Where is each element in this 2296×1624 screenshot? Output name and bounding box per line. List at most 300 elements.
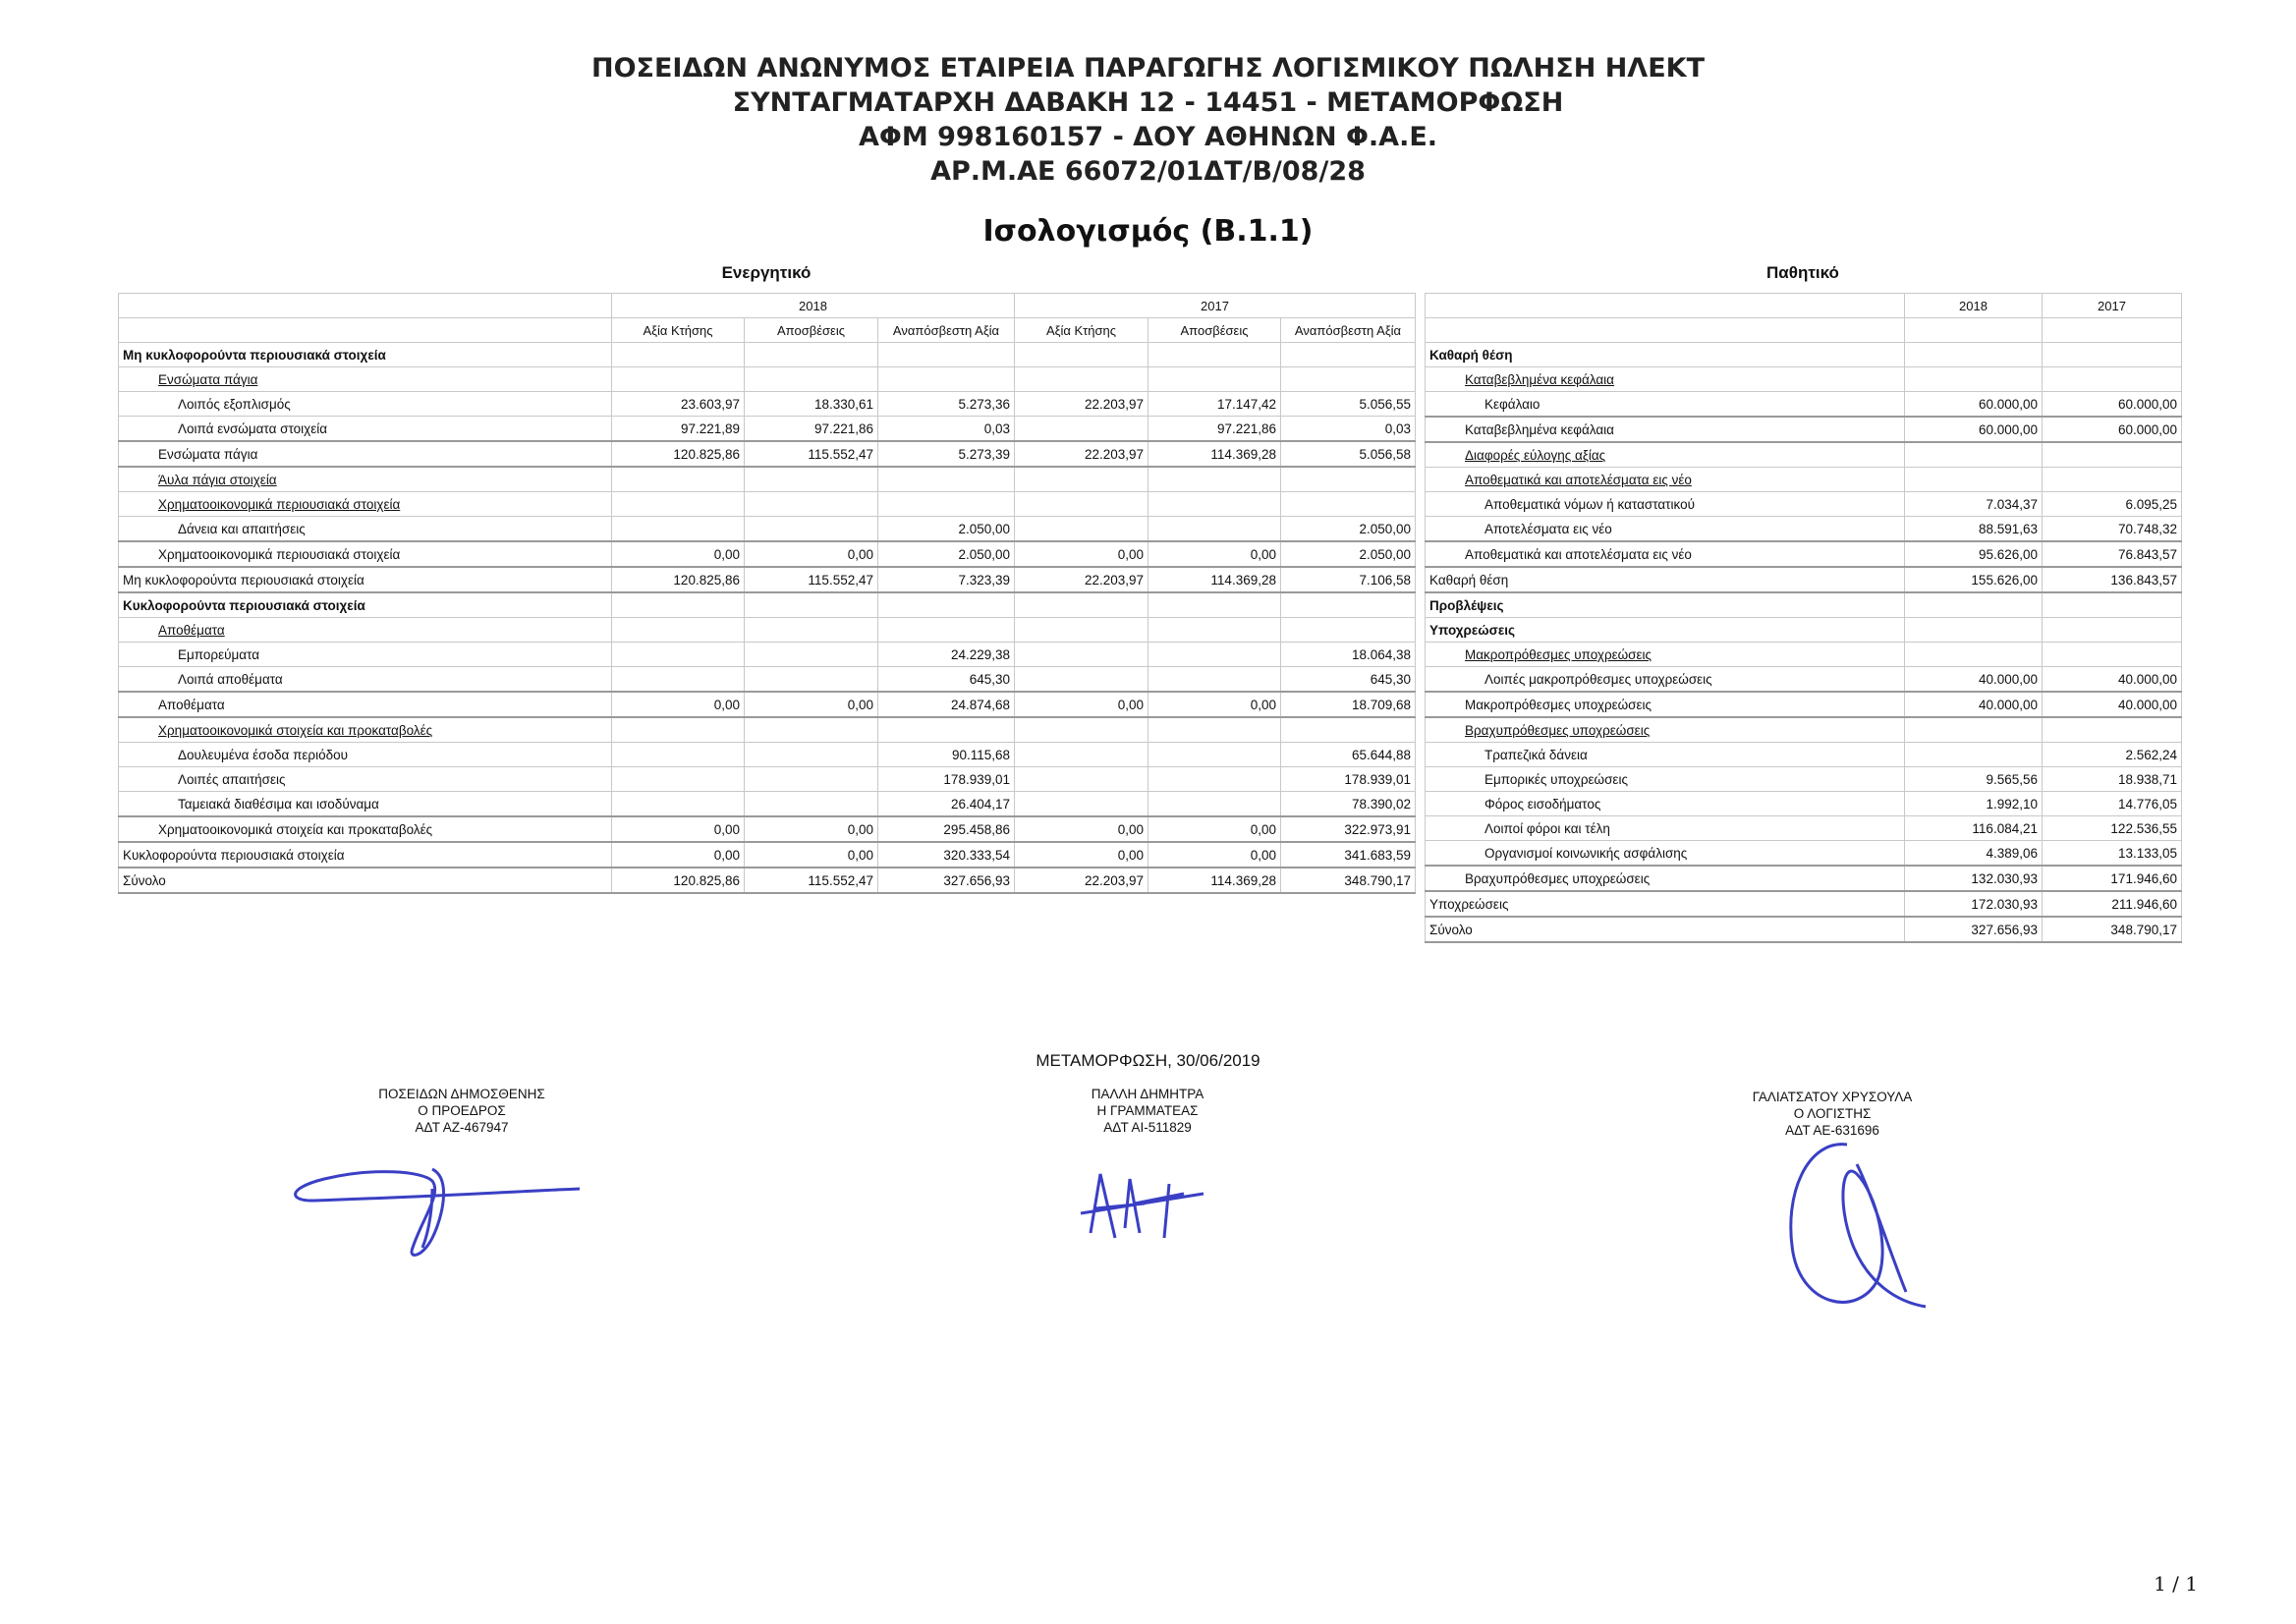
liabilities-row xyxy=(1426,541,2182,567)
row-value: 97.221,89 xyxy=(612,417,745,442)
row-label: Χρηματοοικονομικά στοιχεία και προκαταβολές xyxy=(119,816,612,842)
row-value xyxy=(1281,492,1416,517)
row-value: 0,00 xyxy=(1015,541,1148,567)
row-value: 22.203,97 xyxy=(1015,868,1148,893)
row-label: Χρηματοοικονομικά περιουσιακά στοιχεία xyxy=(119,541,612,567)
row-value: 115.552,47 xyxy=(745,567,878,592)
assets-row xyxy=(119,667,1416,693)
row-value: 115.552,47 xyxy=(745,868,878,893)
liabilities-row xyxy=(1426,643,2182,667)
row-label: Αποθέματα xyxy=(119,618,612,643)
assets-row xyxy=(119,618,1416,643)
row-label: Βραχυπρόθεσμες υποχρεώσεις xyxy=(1426,866,1905,891)
row-value: 0,00 xyxy=(745,692,878,717)
liabilities-row xyxy=(1426,841,2182,867)
liabilities-row xyxy=(1426,692,2182,717)
row-label: Υποχρεώσεις xyxy=(1426,891,1905,917)
row-value: 114.369,28 xyxy=(1148,567,1281,592)
row-value xyxy=(1281,717,1416,743)
row-value xyxy=(612,717,745,743)
liabilities-table xyxy=(1425,293,2182,943)
row-value: 120.825,86 xyxy=(612,567,745,592)
row-value: 26.404,17 xyxy=(878,792,1015,817)
row-value: 645,30 xyxy=(1281,667,1416,693)
liabilities-row xyxy=(1426,442,2182,468)
row-value xyxy=(2043,343,2182,367)
row-value xyxy=(2043,592,2182,618)
row-value xyxy=(1148,343,1281,367)
liabilities-row xyxy=(1426,367,2182,392)
document-title: Ισολογισμός (Β.1.1) xyxy=(982,214,1314,249)
row-value xyxy=(745,343,878,367)
row-value xyxy=(612,743,745,767)
row-value: 320.333,54 xyxy=(878,842,1015,868)
liabilities-heading: Παθητικό xyxy=(1766,263,1839,282)
row-value: 97.221,86 xyxy=(745,417,878,442)
row-value xyxy=(745,492,878,517)
row-value: 0,00 xyxy=(612,816,745,842)
row-value: 327.656,93 xyxy=(878,868,1015,893)
row-value: 90.115,68 xyxy=(878,743,1015,767)
row-value xyxy=(745,467,878,492)
company-address: ΣΥΝΤΑΓΜΑΤΑΡΧΗ ΔΑΒΑΚΗ 12 - 14451 - ΜΕΤΑΜΟΡΦΩΣΗ xyxy=(732,87,1564,118)
row-value xyxy=(1905,618,2043,643)
row-value: 22.203,97 xyxy=(1015,567,1148,592)
row-label: Χρηματοοικονομικά περιουσιακά στοιχεία xyxy=(119,492,612,517)
row-value xyxy=(878,592,1015,618)
row-value: 40.000,00 xyxy=(1905,692,2043,717)
row-value: 76.843,57 xyxy=(2043,541,2182,567)
row-value xyxy=(612,343,745,367)
row-value xyxy=(1015,743,1148,767)
row-value: 115.552,47 xyxy=(745,441,878,467)
row-value xyxy=(878,717,1015,743)
row-value: 295.458,86 xyxy=(878,816,1015,842)
row-value: 18.709,68 xyxy=(1281,692,1416,717)
row-value xyxy=(1905,343,2043,367)
row-label: Βραχυπρόθεσμες υποχρεώσεις xyxy=(1426,717,1905,743)
row-value: 60.000,00 xyxy=(1905,417,2043,442)
liab-year-2018: 2018 xyxy=(1905,294,2043,318)
row-label: Λοιπά ενσώματα στοιχεία xyxy=(119,417,612,442)
liabilities-row xyxy=(1426,717,2182,743)
row-value: 132.030,93 xyxy=(1905,866,2043,891)
row-value xyxy=(745,367,878,392)
row-value: 18.938,71 xyxy=(2043,767,2182,792)
row-value xyxy=(612,467,745,492)
row-label: Υποχρεώσεις xyxy=(1426,618,1905,643)
row-value xyxy=(1148,592,1281,618)
liabilities-year-row xyxy=(1426,294,2182,318)
row-value: 348.790,17 xyxy=(1281,868,1416,893)
row-label: Αποτελέσματα εις νέο xyxy=(1426,517,1905,542)
row-value xyxy=(1905,717,2043,743)
signatory-name: ΓΑΛΙΑΤΣΑΤΟΥ ΧΡΥΣΟΥΛΑ xyxy=(1752,1090,1913,1104)
assets-heading: Ενεργητικό xyxy=(721,263,812,282)
liabilities-row xyxy=(1426,592,2182,618)
row-value: 7.034,37 xyxy=(1905,492,2043,517)
row-value: 7.106,58 xyxy=(1281,567,1416,592)
row-value: 60.000,00 xyxy=(2043,392,2182,418)
row-value xyxy=(1148,717,1281,743)
row-label: Λοιποί φόροι και τέλη xyxy=(1426,816,1905,841)
row-value: 40.000,00 xyxy=(2043,667,2182,693)
row-value xyxy=(1148,367,1281,392)
row-value: 95.626,00 xyxy=(1905,541,2043,567)
header-blank xyxy=(1905,318,2043,343)
row-value: 2.050,00 xyxy=(1281,517,1416,542)
assets-row xyxy=(119,767,1416,792)
row-value xyxy=(1281,618,1416,643)
assets-row xyxy=(119,842,1416,868)
row-value xyxy=(612,767,745,792)
row-label: Καταβεβλημένα κεφάλαια xyxy=(1426,367,1905,392)
row-label: Μακροπρόθεσμες υποχρεώσεις xyxy=(1426,692,1905,717)
row-value: 2.050,00 xyxy=(878,517,1015,542)
signatory-role: Η ΓΡΑΜΜΑΤΕΑΣ xyxy=(1096,1103,1199,1118)
row-value: 0,00 xyxy=(1015,692,1148,717)
company-tax-id: ΑΦΜ 998160157 - ΔΟΥ ΑΘΗΝΩΝ Φ.Α.Ε. xyxy=(858,122,1438,152)
row-value: 120.825,86 xyxy=(612,868,745,893)
signatory-id: ΑΔΤ ΑΙ-511829 xyxy=(1103,1120,1192,1135)
row-value xyxy=(2043,442,2182,468)
assets-row xyxy=(119,441,1416,467)
liabilities-row xyxy=(1426,618,2182,643)
signatory-president xyxy=(314,1086,609,1136)
row-value xyxy=(1015,717,1148,743)
row-value: 40.000,00 xyxy=(2043,692,2182,717)
row-value: 23.603,97 xyxy=(612,392,745,417)
assets-year-row xyxy=(119,294,1416,318)
row-value: 2.562,24 xyxy=(2043,743,2182,767)
liabilities-row xyxy=(1426,767,2182,792)
row-value xyxy=(1015,643,1148,667)
row-value xyxy=(745,743,878,767)
liabilities-row xyxy=(1426,492,2182,517)
signatory-secretary xyxy=(1000,1086,1295,1136)
row-value: 17.147,42 xyxy=(1148,392,1281,417)
liabilities-row xyxy=(1426,917,2182,942)
row-label: Τραπεζικά δάνεια xyxy=(1426,743,1905,767)
row-label: Δουλευμένα έσοδα περιόδου xyxy=(119,743,612,767)
row-value xyxy=(878,492,1015,517)
row-value: 120.825,86 xyxy=(612,441,745,467)
page-number: 1 / 1 xyxy=(2154,1572,2198,1596)
row-value: 5.056,58 xyxy=(1281,441,1416,467)
row-label: Λοιπά αποθέματα xyxy=(119,667,612,693)
row-label: Χρηματοοικονομικά στοιχεία και προκαταβολές xyxy=(119,717,612,743)
row-value: 211.946,60 xyxy=(2043,891,2182,917)
row-value: 0,00 xyxy=(612,842,745,868)
signatory-id: ΑΔΤ ΑΖ-467947 xyxy=(415,1120,509,1135)
row-label: Κεφάλαιο xyxy=(1426,392,1905,418)
row-value: 0,00 xyxy=(1015,816,1148,842)
assets-row xyxy=(119,592,1416,618)
row-label: Κυκλοφορούντα περιουσιακά στοιχεία xyxy=(119,842,612,868)
row-value: 5.273,39 xyxy=(878,441,1015,467)
row-value: 88.591,63 xyxy=(1905,517,2043,542)
row-value xyxy=(878,618,1015,643)
header-blank xyxy=(1426,318,1905,343)
signature-accountant-icon xyxy=(1778,1135,1935,1321)
row-value: 172.030,93 xyxy=(1905,891,2043,917)
col-depreciation-2017: Αποσβέσεις xyxy=(1148,318,1281,343)
row-value xyxy=(2043,717,2182,743)
row-label: Αποθεματικά και αποτελέσματα εις νέο xyxy=(1426,468,1905,492)
assets-row xyxy=(119,467,1416,492)
row-value: 0,00 xyxy=(1015,842,1148,868)
liabilities-row xyxy=(1426,417,2182,442)
row-value xyxy=(745,792,878,817)
row-value xyxy=(1281,367,1416,392)
row-value xyxy=(1015,343,1148,367)
row-value xyxy=(1015,492,1148,517)
row-value xyxy=(1015,792,1148,817)
row-value xyxy=(1148,667,1281,693)
row-value xyxy=(878,343,1015,367)
assets-row xyxy=(119,792,1416,817)
row-value: 178.939,01 xyxy=(1281,767,1416,792)
liabilities-row xyxy=(1426,743,2182,767)
place-date: ΜΕΤΑΜΟΡΦΩΣΗ, 30/06/2019 xyxy=(1036,1051,1260,1070)
row-label: Κυκλοφορούντα περιουσιακά στοιχεία xyxy=(119,592,612,618)
assets-row xyxy=(119,717,1416,743)
row-value: 0,00 xyxy=(612,692,745,717)
row-label: Λοιπός εξοπλισμός xyxy=(119,392,612,417)
row-value xyxy=(612,517,745,542)
row-label: Σύνολο xyxy=(1426,917,1905,942)
row-value xyxy=(1148,492,1281,517)
row-value xyxy=(878,467,1015,492)
row-value xyxy=(1015,467,1148,492)
row-value: 2.050,00 xyxy=(878,541,1015,567)
row-value: 97.221,86 xyxy=(1148,417,1281,442)
row-value: 171.946,60 xyxy=(2043,866,2182,891)
row-label: Λοιπές απαιτήσεις xyxy=(119,767,612,792)
row-value: 40.000,00 xyxy=(1905,667,2043,693)
row-value: 78.390,02 xyxy=(1281,792,1416,817)
row-value: 341.683,59 xyxy=(1281,842,1416,868)
row-value: 22.203,97 xyxy=(1015,392,1148,417)
row-value xyxy=(612,592,745,618)
liabilities-row xyxy=(1426,567,2182,592)
row-value xyxy=(1015,592,1148,618)
row-value: 348.790,17 xyxy=(2043,917,2182,942)
liabilities-row xyxy=(1426,891,2182,917)
row-value xyxy=(2043,367,2182,392)
row-value xyxy=(745,618,878,643)
row-label: Ενσώματα πάγια xyxy=(119,441,612,467)
row-value xyxy=(2043,468,2182,492)
row-value xyxy=(1905,367,2043,392)
row-label: Μη κυκλοφορούντα περιουσιακά στοιχεία xyxy=(119,567,612,592)
row-value xyxy=(1148,743,1281,767)
row-value xyxy=(878,367,1015,392)
row-label: Λοιπές μακροπρόθεσμες υποχρεώσεις xyxy=(1426,667,1905,693)
assets-column-row xyxy=(119,318,1416,343)
signatory-name: ΠΑΛΛΗ ΔΗΜΗΤΡΑ xyxy=(1091,1087,1204,1101)
assets-row xyxy=(119,392,1416,417)
row-value xyxy=(1148,792,1281,817)
row-value xyxy=(1905,468,2043,492)
liabilities-row xyxy=(1426,816,2182,841)
row-label: Καταβεβλημένα κεφάλαια xyxy=(1426,417,1905,442)
row-value xyxy=(612,643,745,667)
row-value xyxy=(745,767,878,792)
header-blank xyxy=(119,294,612,318)
row-value xyxy=(1281,343,1416,367)
row-label: Ενσώματα πάγια xyxy=(119,367,612,392)
col-acquisition-2017: Αξία Κτήσης xyxy=(1015,318,1148,343)
row-value xyxy=(1148,767,1281,792)
row-value xyxy=(1905,442,2043,468)
liabilities-row xyxy=(1426,343,2182,367)
signatory-role: Ο ΠΡΟΕΔΡΟΣ xyxy=(418,1103,506,1118)
row-value xyxy=(1148,467,1281,492)
row-value: 9.565,56 xyxy=(1905,767,2043,792)
row-value xyxy=(745,643,878,667)
row-value: 136.843,57 xyxy=(2043,567,2182,592)
row-value: 22.203,97 xyxy=(1015,441,1148,467)
signature-secretary-icon xyxy=(1076,1164,1213,1253)
row-value xyxy=(612,667,745,693)
row-label: Αποθεματικά και αποτελέσματα εις νέο xyxy=(1426,541,1905,567)
liabilities-row xyxy=(1426,792,2182,816)
row-value: 0,00 xyxy=(1148,842,1281,868)
row-value xyxy=(745,517,878,542)
row-value: 114.369,28 xyxy=(1148,441,1281,467)
row-value xyxy=(1148,643,1281,667)
row-value xyxy=(1015,517,1148,542)
row-value: 65.644,88 xyxy=(1281,743,1416,767)
row-value: 322.973,91 xyxy=(1281,816,1416,842)
row-value xyxy=(1015,667,1148,693)
row-value: 0,00 xyxy=(745,816,878,842)
row-label: Καθαρή θέση xyxy=(1426,343,1905,367)
assets-row xyxy=(119,367,1416,392)
row-label: Προβλέψεις xyxy=(1426,592,1905,618)
row-value: 155.626,00 xyxy=(1905,567,2043,592)
company-header xyxy=(0,51,2296,189)
row-value xyxy=(1905,743,2043,767)
row-value: 0,00 xyxy=(1148,541,1281,567)
header-blank xyxy=(119,318,612,343)
row-value xyxy=(1281,592,1416,618)
row-label: Καθαρή θέση xyxy=(1426,567,1905,592)
row-value: 4.389,06 xyxy=(1905,841,2043,867)
col-net-value-2018: Αναπόσβεστη Αξία xyxy=(878,318,1015,343)
liabilities-row xyxy=(1426,392,2182,418)
assets-row xyxy=(119,743,1416,767)
row-value: 645,30 xyxy=(878,667,1015,693)
signatory-id: ΑΔΤ ΑΕ-631696 xyxy=(1785,1123,1879,1138)
row-label: Οργανισμοί κοινωνικής ασφάλισης xyxy=(1426,841,1905,867)
row-value: 18.064,38 xyxy=(1281,643,1416,667)
row-value: 327.656,93 xyxy=(1905,917,2043,942)
row-value xyxy=(1281,467,1416,492)
row-value: 6.095,25 xyxy=(2043,492,2182,517)
assets-row xyxy=(119,692,1416,717)
assets-row xyxy=(119,567,1416,592)
row-label: Φόρος εισοδήματος xyxy=(1426,792,1905,816)
row-value: 0,00 xyxy=(1148,816,1281,842)
liabilities-row xyxy=(1426,517,2182,542)
assets-row xyxy=(119,816,1416,842)
assets-row xyxy=(119,492,1416,517)
signatory-name: ΠΟΣΕΙΔΩΝ ΔΗΜΟΣΘΕΝΗΣ xyxy=(378,1087,545,1101)
row-value: 122.536,55 xyxy=(2043,816,2182,841)
row-value xyxy=(1015,367,1148,392)
row-value: 2.050,00 xyxy=(1281,541,1416,567)
row-value: 178.939,01 xyxy=(878,767,1015,792)
row-value: 70.748,32 xyxy=(2043,517,2182,542)
header-blank xyxy=(2043,318,2182,343)
row-value xyxy=(612,367,745,392)
row-label: Αποθέματα xyxy=(119,692,612,717)
row-value xyxy=(612,618,745,643)
row-label: Ταμειακά διαθέσιμα και ισοδύναμα xyxy=(119,792,612,817)
row-label: Εμπορεύματα xyxy=(119,643,612,667)
row-value xyxy=(612,492,745,517)
row-value xyxy=(612,792,745,817)
liabilities-blank-row xyxy=(1426,318,2182,343)
row-value xyxy=(2043,618,2182,643)
row-value: 18.330,61 xyxy=(745,392,878,417)
row-value: 24.874,68 xyxy=(878,692,1015,717)
assets-row xyxy=(119,643,1416,667)
col-depreciation-2018: Αποσβέσεις xyxy=(745,318,878,343)
row-value xyxy=(1015,767,1148,792)
row-value: 14.776,05 xyxy=(2043,792,2182,816)
row-value: 60.000,00 xyxy=(2043,417,2182,442)
row-value: 13.133,05 xyxy=(2043,841,2182,867)
row-value: 114.369,28 xyxy=(1148,868,1281,893)
row-value: 7.323,39 xyxy=(878,567,1015,592)
assets-table xyxy=(118,293,1416,894)
row-value xyxy=(745,717,878,743)
assets-row xyxy=(119,343,1416,367)
liabilities-row xyxy=(1426,866,2182,891)
row-value xyxy=(745,667,878,693)
row-label: Σύνολο xyxy=(119,868,612,893)
row-value: 0,00 xyxy=(1148,692,1281,717)
row-label: Εμπορικές υποχρεώσεις xyxy=(1426,767,1905,792)
row-value xyxy=(745,592,878,618)
assets-row xyxy=(119,868,1416,893)
row-value xyxy=(1015,417,1148,442)
row-value: 5.273,36 xyxy=(878,392,1015,417)
row-value: 116.084,21 xyxy=(1905,816,2043,841)
header-blank xyxy=(1426,294,1905,318)
row-value: 5.056,55 xyxy=(1281,392,1416,417)
signatory-role: Ο ΛΟΓΙΣΤΗΣ xyxy=(1793,1106,1872,1121)
company-registry: ΑΡ.Μ.ΑΕ 66072/01ΔΤ/Β/08/28 xyxy=(930,156,1366,187)
row-value: 0,03 xyxy=(878,417,1015,442)
row-label: Αποθεματικά νόμων ή καταστατικού xyxy=(1426,492,1905,517)
col-acquisition-2018: Αξία Κτήσης xyxy=(612,318,745,343)
row-value xyxy=(1148,618,1281,643)
row-value xyxy=(1015,618,1148,643)
row-value xyxy=(1905,592,2043,618)
liabilities-row xyxy=(1426,468,2182,492)
signature-president-icon xyxy=(285,1149,609,1267)
row-value: 0,00 xyxy=(745,541,878,567)
row-label: Διαφορές εύλογης αξίας xyxy=(1426,442,1905,468)
col-net-value-2017: Αναπόσβεστη Αξία xyxy=(1281,318,1416,343)
row-value xyxy=(1905,643,2043,667)
row-value: 0,00 xyxy=(745,842,878,868)
assets-year-2018: 2018 xyxy=(612,294,1015,318)
